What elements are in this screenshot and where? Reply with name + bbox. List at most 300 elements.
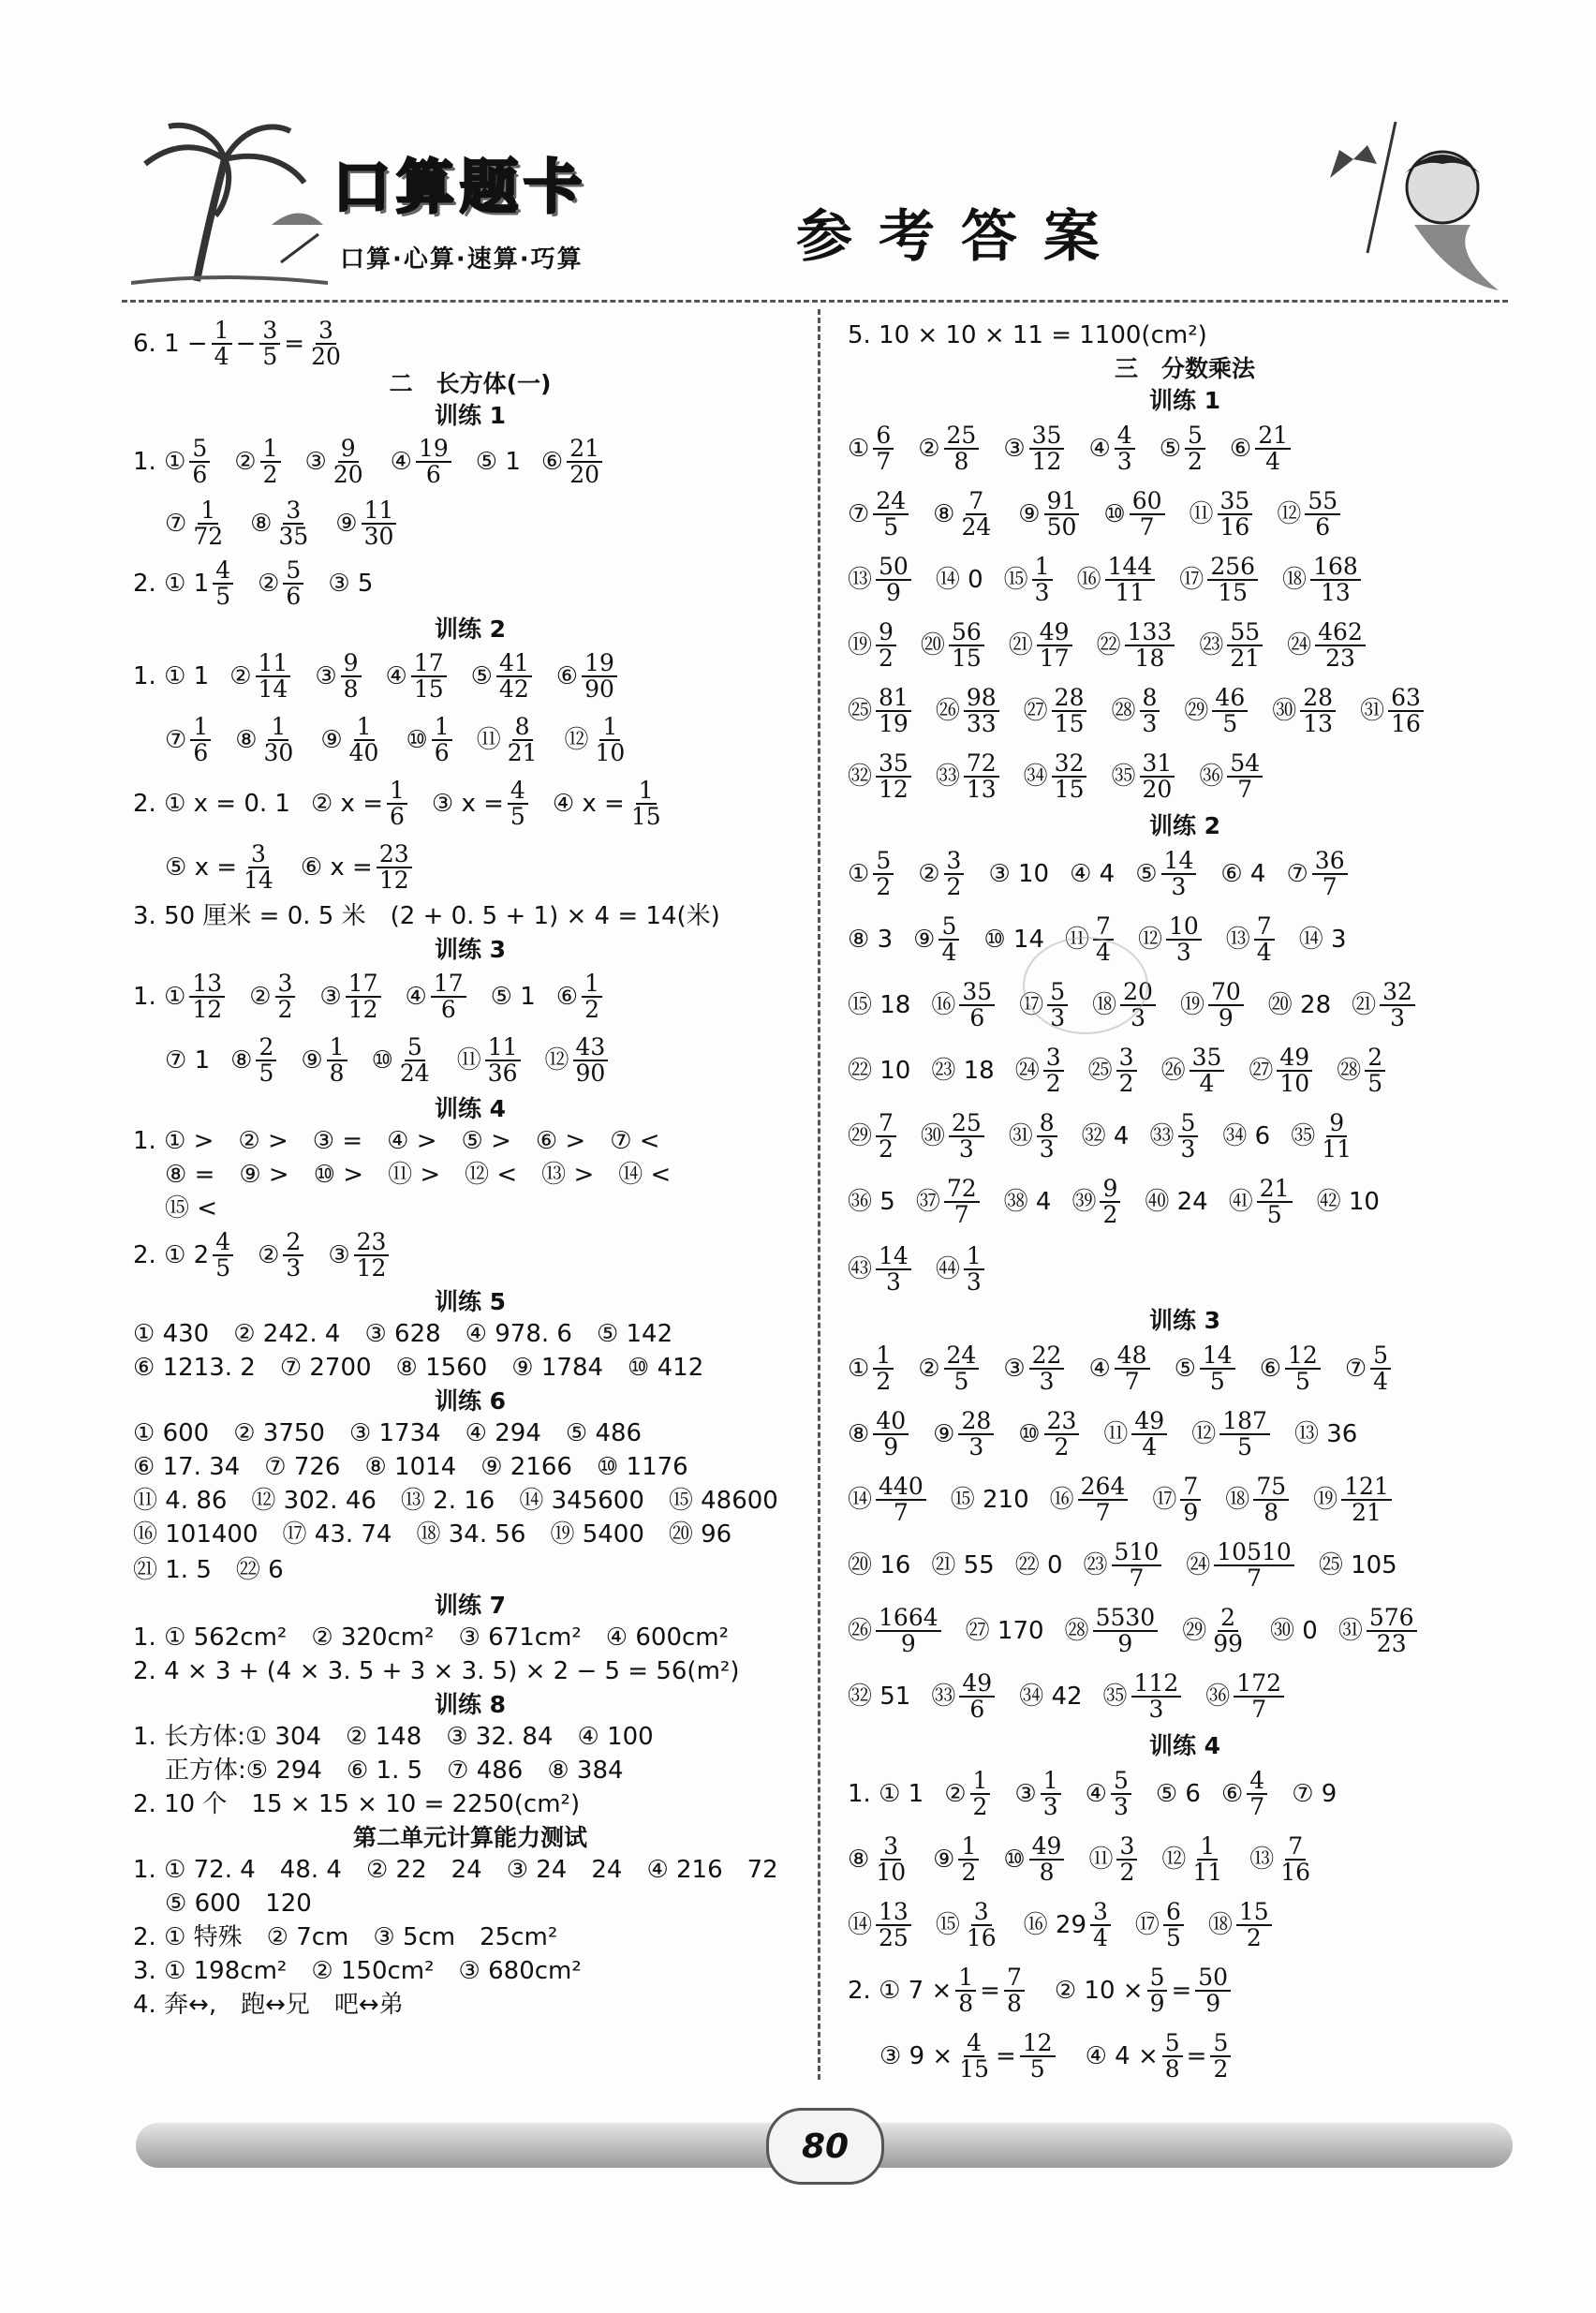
answer-item: [1085, 1766, 1135, 1820]
answer-row: [133, 645, 807, 708]
numerator: 5: [1370, 1343, 1391, 1370]
fraction: [959, 977, 995, 1031]
answer-label: ⑧: [230, 1046, 253, 1075]
fraction: [876, 1472, 926, 1526]
fraction: [1285, 1343, 1321, 1395]
answer-label: ㊱: [1199, 763, 1224, 791]
denominator: 4: [1096, 939, 1111, 966]
fraction: [958, 486, 994, 541]
answer-row: [848, 1892, 1522, 1958]
denominator: 23: [1376, 1630, 1407, 1657]
numerator: 112: [1131, 1671, 1182, 1698]
answer-item: [1186, 1537, 1298, 1592]
answer-item: [390, 434, 455, 488]
answer-item: [1138, 914, 1205, 966]
fraction: [508, 778, 528, 830]
fraction: [1116, 1831, 1137, 1886]
answer-item: [1018, 1406, 1083, 1460]
denominator: 10: [595, 739, 626, 766]
answer-label: ⑥ 4: [1220, 860, 1266, 888]
denominator: 14: [258, 675, 288, 703]
denominator: 12: [1031, 448, 1062, 475]
answer-label: ⑨: [1018, 500, 1041, 528]
answer-row: [133, 555, 807, 613]
denominator: 11: [1322, 1135, 1352, 1163]
answer-row: 正方体:⑤ 294 ⑥ 1. 5 ⑦ 486 ⑧ 384: [165, 1757, 624, 1785]
numerator: 49: [959, 1671, 995, 1698]
answer-row: 6. 1 − $\frac{1}{4}$ − $\frac{3}{5}$ = $\frac{3}{20}$: [133, 319, 807, 367]
fraction: $\frac{3}{5}$: [259, 319, 280, 370]
answer-item: [1023, 683, 1091, 737]
answer-label: ②: [229, 662, 252, 690]
answer-item: [301, 1032, 350, 1087]
stamp-watermark: [1023, 937, 1148, 1034]
fraction: [397, 1032, 433, 1087]
answer-row: ⑪ 4. 86 ⑫ 302. 46 ⑬ 2. 16 ⑭ 345600 ⑮ 48600: [133, 1487, 778, 1515]
fraction: [1255, 423, 1291, 475]
denominator: 2: [262, 461, 278, 488]
answer-label: ⑮: [1003, 566, 1028, 594]
answer-item: [1184, 683, 1251, 737]
numerator: 1: [964, 1244, 984, 1270]
answer-label: ⑲: [1313, 1486, 1338, 1514]
answer-item: [848, 1472, 930, 1526]
numerator: 168: [1310, 555, 1361, 581]
denominator: 13: [966, 776, 997, 803]
numerator: 1: [190, 715, 211, 741]
answer-label: ⑥: [555, 662, 579, 690]
answer-row: [848, 1104, 1522, 1169]
numerator: 55: [1305, 489, 1340, 515]
numerator: 7: [1093, 914, 1114, 941]
answer-label: ㊵ 24: [1145, 1188, 1208, 1216]
fraction: [1052, 751, 1087, 803]
answer-label: ⑤: [1135, 860, 1158, 888]
answer-item: [328, 1227, 392, 1282]
fraction: [1219, 1406, 1270, 1460]
numerator: 55: [1227, 620, 1263, 646]
numerator: 9: [338, 437, 359, 463]
fraction: [347, 712, 382, 766]
answer-item: [848, 751, 915, 803]
fraction: [1247, 1766, 1267, 1820]
answer-label: ⑰: [1179, 566, 1204, 594]
fraction: [1125, 617, 1175, 672]
fraction: [1200, 1343, 1235, 1395]
denominator: 10: [876, 1859, 907, 1886]
fraction: [1312, 846, 1348, 900]
answer-row: 2. 4 × 3 + (4 × 3. 5 + 3 × 3. 5) × 2 − 5 = 56(m²): [133, 1657, 740, 1685]
denominator: 3: [1148, 1696, 1164, 1723]
fraction: [1029, 423, 1065, 475]
fraction: [241, 839, 276, 894]
numerator: 9: [1100, 1177, 1120, 1203]
denominator: 9: [1183, 1499, 1199, 1526]
answer-item: [1088, 1343, 1153, 1395]
fraction: [1278, 1831, 1313, 1886]
answer-item: [1088, 423, 1138, 475]
numerator: 12: [1285, 1343, 1321, 1370]
answer-item: [931, 1059, 994, 1083]
fraction: [341, 648, 362, 703]
answer-label: ⑦ 9: [1292, 1780, 1337, 1808]
answer-label: ⑪: [476, 726, 501, 754]
numerator: 7: [966, 489, 986, 515]
answer-item: [1008, 617, 1076, 672]
denominator: 3: [1171, 873, 1187, 900]
numerator: 3: [944, 849, 965, 875]
fraction: [1112, 1537, 1162, 1592]
fraction: [964, 1241, 984, 1296]
answer-item: [931, 977, 998, 1031]
fraction: [1185, 423, 1205, 475]
answer-item: [1111, 751, 1178, 803]
answer-item: [848, 1406, 912, 1460]
answer-item: [1014, 1766, 1064, 1820]
answer-label: ㉑: [1352, 991, 1377, 1019]
answer-item: [933, 486, 998, 541]
answer-item: [1149, 1108, 1202, 1163]
fraction: [873, 1406, 909, 1460]
answer-label: ㉔: [1287, 631, 1312, 660]
answer-item: [1268, 993, 1331, 1017]
fraction: [876, 1603, 941, 1657]
numerator: 4: [1115, 423, 1135, 450]
answer-label: ④: [1088, 435, 1111, 463]
fraction: [1341, 1472, 1392, 1526]
numerator: 3: [1116, 1045, 1137, 1072]
denominator: 12: [378, 867, 409, 894]
fraction: [1227, 617, 1263, 672]
numerator: 48: [1115, 1343, 1150, 1370]
answer-row: [848, 678, 1522, 744]
exercise-title: 训练 4: [434, 1094, 507, 1122]
fraction: $\frac{5}{8}$: [1162, 2031, 1183, 2083]
denominator: 2: [584, 996, 600, 1023]
numerator: 576: [1367, 1606, 1417, 1632]
fraction: [260, 434, 281, 488]
answer-item: [1249, 1831, 1317, 1886]
answer-label: ㊱ 5: [848, 1188, 895, 1216]
fraction: [944, 423, 980, 475]
answer-item: [933, 1831, 983, 1886]
answer-item: [1292, 1782, 1337, 1806]
answer-item: [1082, 1124, 1130, 1149]
answer-label: ㉙: [1182, 1617, 1207, 1645]
fraction: [873, 1831, 909, 1886]
answer-label: ⑨: [301, 1046, 323, 1075]
denominator: 3: [1050, 1004, 1066, 1031]
answer-label: ①: [848, 1355, 870, 1383]
denominator: 30: [263, 739, 294, 766]
answer-item: [1205, 1668, 1288, 1723]
denominator: 3: [1142, 710, 1158, 737]
numerator: 10510: [1214, 1540, 1294, 1566]
answer-item: [1160, 423, 1209, 475]
denominator: 15: [413, 675, 444, 703]
denominator: 7: [1129, 1564, 1145, 1592]
fraction: [1257, 1174, 1293, 1228]
numerator: 24: [944, 1343, 980, 1370]
answer-label: ⑬ 36: [1293, 1420, 1358, 1448]
answer-item: [1199, 617, 1266, 672]
denominator: 15: [1054, 710, 1085, 737]
answer-label: ⑲: [848, 631, 873, 660]
answer-label: ⑥: [555, 983, 579, 1011]
numerator: 49: [1277, 1045, 1312, 1072]
denominator: 21: [1352, 1499, 1382, 1526]
fraction: $\frac{5}{9}$: [1147, 1965, 1168, 2017]
denominator: 18: [1134, 645, 1165, 672]
answer-item: [456, 1032, 525, 1087]
fraction: [1093, 1603, 1159, 1657]
fraction: [1100, 1174, 1120, 1228]
fraction: [496, 648, 532, 703]
answer-label: ⑥: [540, 448, 564, 476]
numerator: 14: [1161, 849, 1197, 875]
answer-item: [1299, 927, 1347, 952]
fraction: [944, 1343, 980, 1395]
numerator: 4: [213, 558, 233, 585]
answer-label: ④: [385, 662, 407, 690]
fraction: [1044, 1406, 1080, 1460]
answer-item: [848, 1603, 945, 1657]
fraction: [1300, 683, 1336, 737]
numerator: 60: [1130, 489, 1165, 515]
numerator: 20: [1120, 980, 1156, 1006]
numerator: 1: [1041, 1769, 1061, 1795]
denominator: 6: [425, 461, 441, 488]
fraction: [1253, 1472, 1289, 1526]
section-title: 第二单元计算能力测试: [352, 1823, 587, 1851]
denominator: 7: [1251, 1696, 1267, 1723]
fraction: [1218, 486, 1253, 541]
numerator: 4: [1247, 1769, 1267, 1795]
answer-item: [848, 846, 897, 900]
answer-item: [848, 1190, 895, 1214]
numerator: 21: [567, 437, 602, 463]
answer-item: [1102, 1668, 1186, 1723]
answer-label: ⑳: [920, 631, 945, 660]
denominator: 4: [1256, 939, 1272, 966]
fraction: [346, 971, 381, 1023]
denominator: 13: [1321, 579, 1351, 606]
answer-item: [1286, 846, 1351, 900]
answer-label: ㉘: [1337, 1057, 1362, 1085]
answer-row: 3. ① 198cm² ② 150cm² ③ 680cm²: [133, 1957, 582, 1985]
numerator: 5: [1111, 1769, 1131, 1795]
answer-label: ㉝: [1149, 1122, 1175, 1150]
answer-label: ㉒: [1096, 631, 1121, 660]
denominator: 12: [192, 996, 223, 1023]
header-divider: [122, 300, 1508, 303]
fraction: [1212, 683, 1248, 737]
numerator: 1: [198, 498, 218, 525]
numerator: 32: [1380, 980, 1415, 1006]
denominator: 2: [1045, 1070, 1061, 1097]
answer-item: [848, 1108, 900, 1163]
denominator: 24: [961, 513, 992, 541]
numerator: 1: [268, 715, 288, 741]
denominator: 3: [1039, 1135, 1055, 1163]
denominator: 2: [876, 1368, 892, 1395]
fraction: $\frac{50}{9}$: [1195, 1965, 1231, 2017]
numerator: 40: [873, 1409, 909, 1435]
answer-row: [848, 1761, 1522, 1827]
answer-item: [848, 1241, 915, 1296]
numerator: 7: [1285, 1834, 1306, 1861]
answer-item: [544, 1032, 613, 1087]
answer-label: ⑤: [1159, 435, 1181, 463]
denominator: 7: [1095, 1499, 1111, 1526]
answer-item: [540, 434, 606, 488]
answer-item: [1345, 1343, 1395, 1395]
answer-label: ⑯ 29: [1023, 1911, 1087, 1939]
fraction: [1214, 1537, 1294, 1592]
answer-label: ㉞: [1023, 763, 1048, 791]
answer-label: ②: [944, 1780, 967, 1808]
fraction: $\frac{1}{8}$: [955, 1965, 976, 2017]
fraction: [1310, 552, 1361, 606]
answer-row: ⑤ 600 120: [165, 1890, 312, 1918]
denominator: 3: [1113, 1793, 1129, 1820]
answer-label: ⑭: [848, 1486, 873, 1514]
fraction: [1190, 1045, 1225, 1097]
answer-label: ③: [315, 662, 337, 690]
numerator: 3: [880, 1834, 901, 1861]
answer-label: 1. ①: [133, 448, 186, 476]
numerator: 6: [1163, 1900, 1184, 1926]
numerator: 264: [1078, 1475, 1129, 1501]
answer-label: ③: [1003, 435, 1026, 463]
fraction: [485, 1032, 521, 1087]
answer-row: [848, 1169, 1522, 1235]
answer-label: ⑦ 1: [165, 1046, 211, 1075]
answer-label: ㉚: [920, 1122, 945, 1150]
answer-label: ⑲: [1179, 991, 1204, 1019]
answer-label: ㉒ 10: [848, 1057, 911, 1085]
fraction: [1029, 1831, 1065, 1886]
answer-row: [848, 907, 1522, 972]
denominator: 6: [286, 583, 302, 610]
fraction: [283, 1227, 303, 1282]
answer-label: ㉑: [1008, 631, 1033, 660]
answer-item: [1226, 914, 1278, 966]
numerator: 1: [599, 715, 620, 741]
numerator: 133: [1125, 620, 1175, 646]
denominator: 2: [876, 873, 892, 900]
denominator: 9: [885, 579, 901, 606]
answer-label: ⑭ 3: [1298, 926, 1347, 954]
numerator: 13: [876, 1900, 911, 1926]
right-column: [848, 319, 1522, 2089]
numerator: 72: [964, 751, 999, 778]
answer-label: ⑪: [1189, 500, 1214, 528]
answer-item: [1156, 1782, 1201, 1806]
numerator: 1664: [876, 1606, 941, 1632]
answer-item: [1096, 617, 1179, 672]
answer-row: 2. 10 个 15 × 15 × 10 = 2250(cm²): [133, 1790, 581, 1818]
answer-item: [848, 993, 910, 1017]
numerator: 21: [1257, 1177, 1293, 1203]
answer-label: ⑯: [1076, 566, 1101, 594]
answer-label: ② x =: [310, 790, 383, 818]
denominator: 15: [1218, 579, 1249, 606]
answer-label: ㉙: [848, 1122, 873, 1150]
exercise-title: 训练 7: [434, 1591, 507, 1619]
answer-label: ②: [918, 860, 940, 888]
answer-label: ㉖: [935, 697, 960, 725]
fraction: [1090, 1897, 1111, 1951]
denominator: 21: [1230, 645, 1261, 672]
fraction: [1370, 1343, 1391, 1395]
denominator: 5: [1294, 1368, 1310, 1395]
denominator: 5: [953, 1368, 969, 1395]
answer-item: [1003, 1831, 1068, 1886]
fraction: [1319, 1108, 1354, 1163]
fraction: [876, 1241, 911, 1296]
numerator: 17: [411, 651, 447, 677]
answer-row: 2. ① 7 × $\frac{1}{8}$ = $\frac{7}{8}$ ② 10 × $\frac{5}{9}$ = $\frac{50}{9}$: [848, 1958, 1522, 2024]
numerator: 9: [876, 620, 896, 646]
page-number: 80: [766, 2108, 884, 2185]
numerator: 35: [1029, 423, 1065, 450]
answer-row: 1. 长方体:① 304 ② 148 ③ 32. 84 ④ 100: [133, 1723, 654, 1751]
answer-row: [848, 1664, 1522, 1729]
denominator: 24: [399, 1060, 430, 1087]
answer-item: [935, 1897, 1003, 1951]
answer-row: 4. 奔↔, 跑↔兄 吧↔弟: [133, 1991, 404, 2019]
answer-item: [1317, 1190, 1380, 1214]
answer-item: [1199, 751, 1266, 803]
numerator: 28: [1300, 686, 1336, 712]
answer-label: ⑬: [1249, 1846, 1275, 1874]
numerator: 2: [256, 1035, 276, 1061]
answer-label: ⑮ 18: [848, 991, 911, 1019]
numerator: 9: [1326, 1111, 1347, 1137]
answer-label: ⑤ 1: [475, 448, 521, 476]
denominator: 7: [1249, 1793, 1265, 1820]
fraction: [1130, 486, 1165, 541]
denominator: 5: [1165, 1924, 1181, 1951]
numerator: 7: [1180, 1475, 1201, 1501]
answer-label: ㉖: [848, 1617, 873, 1645]
numerator: 1: [387, 778, 407, 805]
answer-label: ⑭ 0: [935, 566, 983, 594]
numerator: 35: [876, 751, 911, 778]
fraction: [261, 712, 297, 766]
numerator: 28: [958, 1409, 994, 1435]
answer-label: ㊲: [915, 1188, 940, 1216]
answer-label: 2. ① 1: [133, 570, 210, 598]
fraction: $\frac{1}{4}$: [212, 319, 232, 370]
answer-label: ⑱: [1207, 1911, 1233, 1939]
answer-label: ④: [390, 448, 412, 476]
fraction: [1029, 1343, 1065, 1395]
fraction: [213, 1227, 233, 1282]
answer-item: [988, 862, 1049, 886]
denominator: 12: [356, 1254, 387, 1282]
fraction: [1140, 683, 1160, 737]
answer-item: [165, 498, 229, 550]
answer-label: ⑤: [470, 662, 493, 690]
numerator: 75: [1253, 1475, 1289, 1501]
answer-item: [848, 1553, 910, 1578]
denominator: 6: [389, 803, 405, 830]
fraction: $\frac{4}{15}$: [959, 2028, 989, 2083]
answer-label: ③: [1003, 1355, 1026, 1383]
answer-item: [936, 751, 1003, 803]
